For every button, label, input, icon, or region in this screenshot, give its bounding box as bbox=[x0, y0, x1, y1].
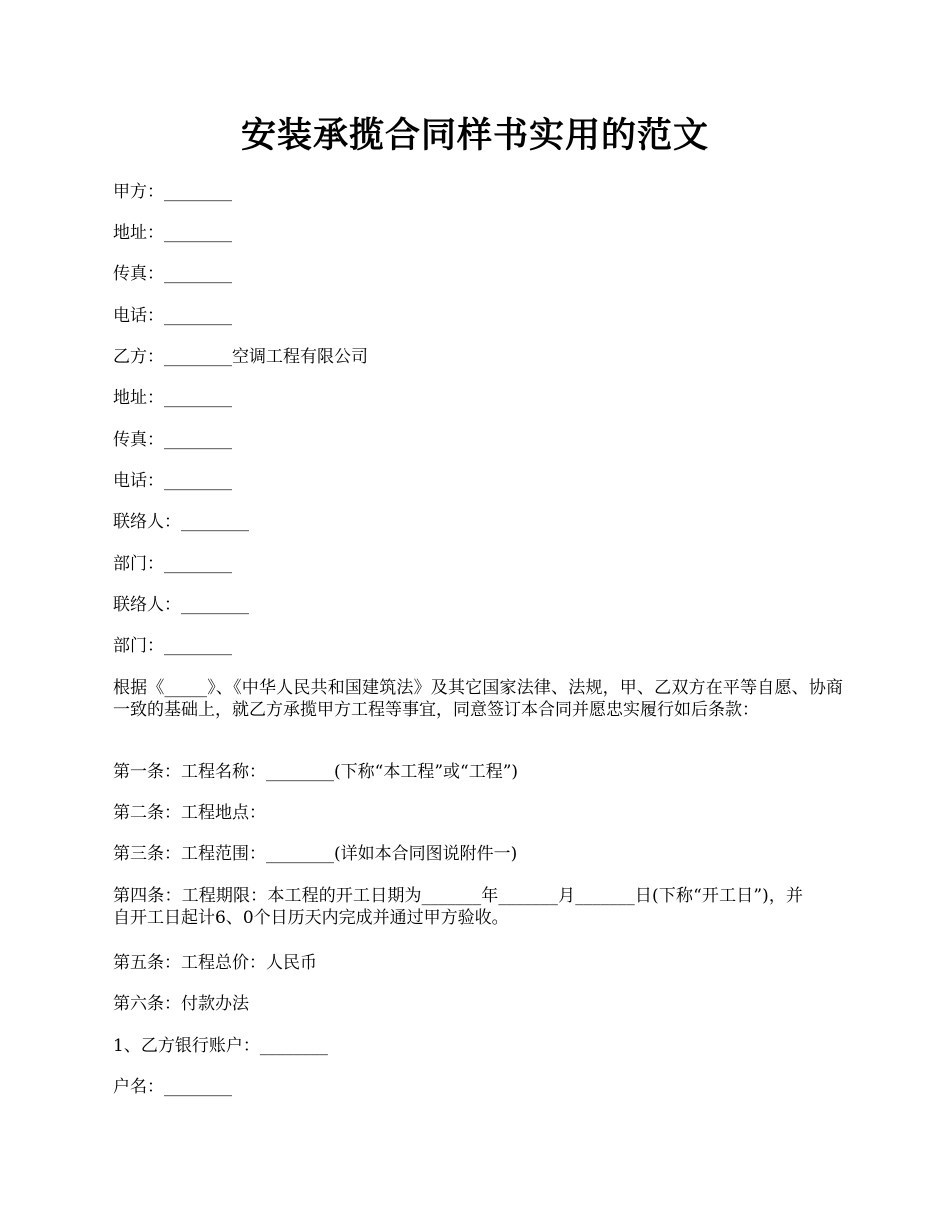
article-6: 第六条：付款办法 bbox=[113, 994, 249, 1014]
contact-person-2: 联络人：________ bbox=[113, 595, 249, 615]
party-a: 甲方：________ bbox=[113, 182, 232, 202]
department-1: 部门：________ bbox=[113, 554, 232, 574]
document-title: 安装承揽合同样书实用的范文 bbox=[240, 115, 709, 156]
account-name: 户名：________ bbox=[113, 1077, 232, 1097]
party-b-fax: 传真：________ bbox=[113, 430, 232, 450]
article-3: 第三条：工程范围：________(详如本合同图说附件一) bbox=[113, 844, 518, 864]
bank-account: 1、乙方银行账户：________ bbox=[113, 1036, 328, 1056]
article-1: 第一条：工程名称：________(下称“本工程”或“工程”) bbox=[113, 762, 519, 782]
contact-person-1: 联络人：________ bbox=[113, 512, 249, 532]
party-a-phone: 电话：________ bbox=[113, 306, 232, 326]
party-b-phone: 电话：________ bbox=[113, 471, 232, 491]
party-b: 乙方：________空调工程有限公司 bbox=[113, 347, 368, 367]
article-5: 第五条：工程总价：人民币 bbox=[113, 953, 317, 973]
intro-paragraph: 根据《_____》、《中华人民共和国建筑法》及其它国家法律、法规，甲、乙双方在平等自愿、协商一致的基础上，就乙方承揽甲方工程等事宜，同意签订本合同并愿忠实履行如后条款： bbox=[113, 678, 843, 720]
party-a-address: 地址：________ bbox=[113, 223, 232, 243]
party-a-fax: 传真：________ bbox=[113, 264, 232, 284]
party-b-address: 地址：________ bbox=[113, 388, 232, 408]
department-2: 部门：________ bbox=[113, 636, 232, 656]
article-2: 第二条：工程地点： bbox=[113, 803, 266, 823]
article-4: 第四条：工程期限：本工程的开工日期为_______年_______月_______日(下称“开工日”)，并自开工日起计6、0个日历天内完成并通过甲方验收。 bbox=[113, 886, 803, 928]
